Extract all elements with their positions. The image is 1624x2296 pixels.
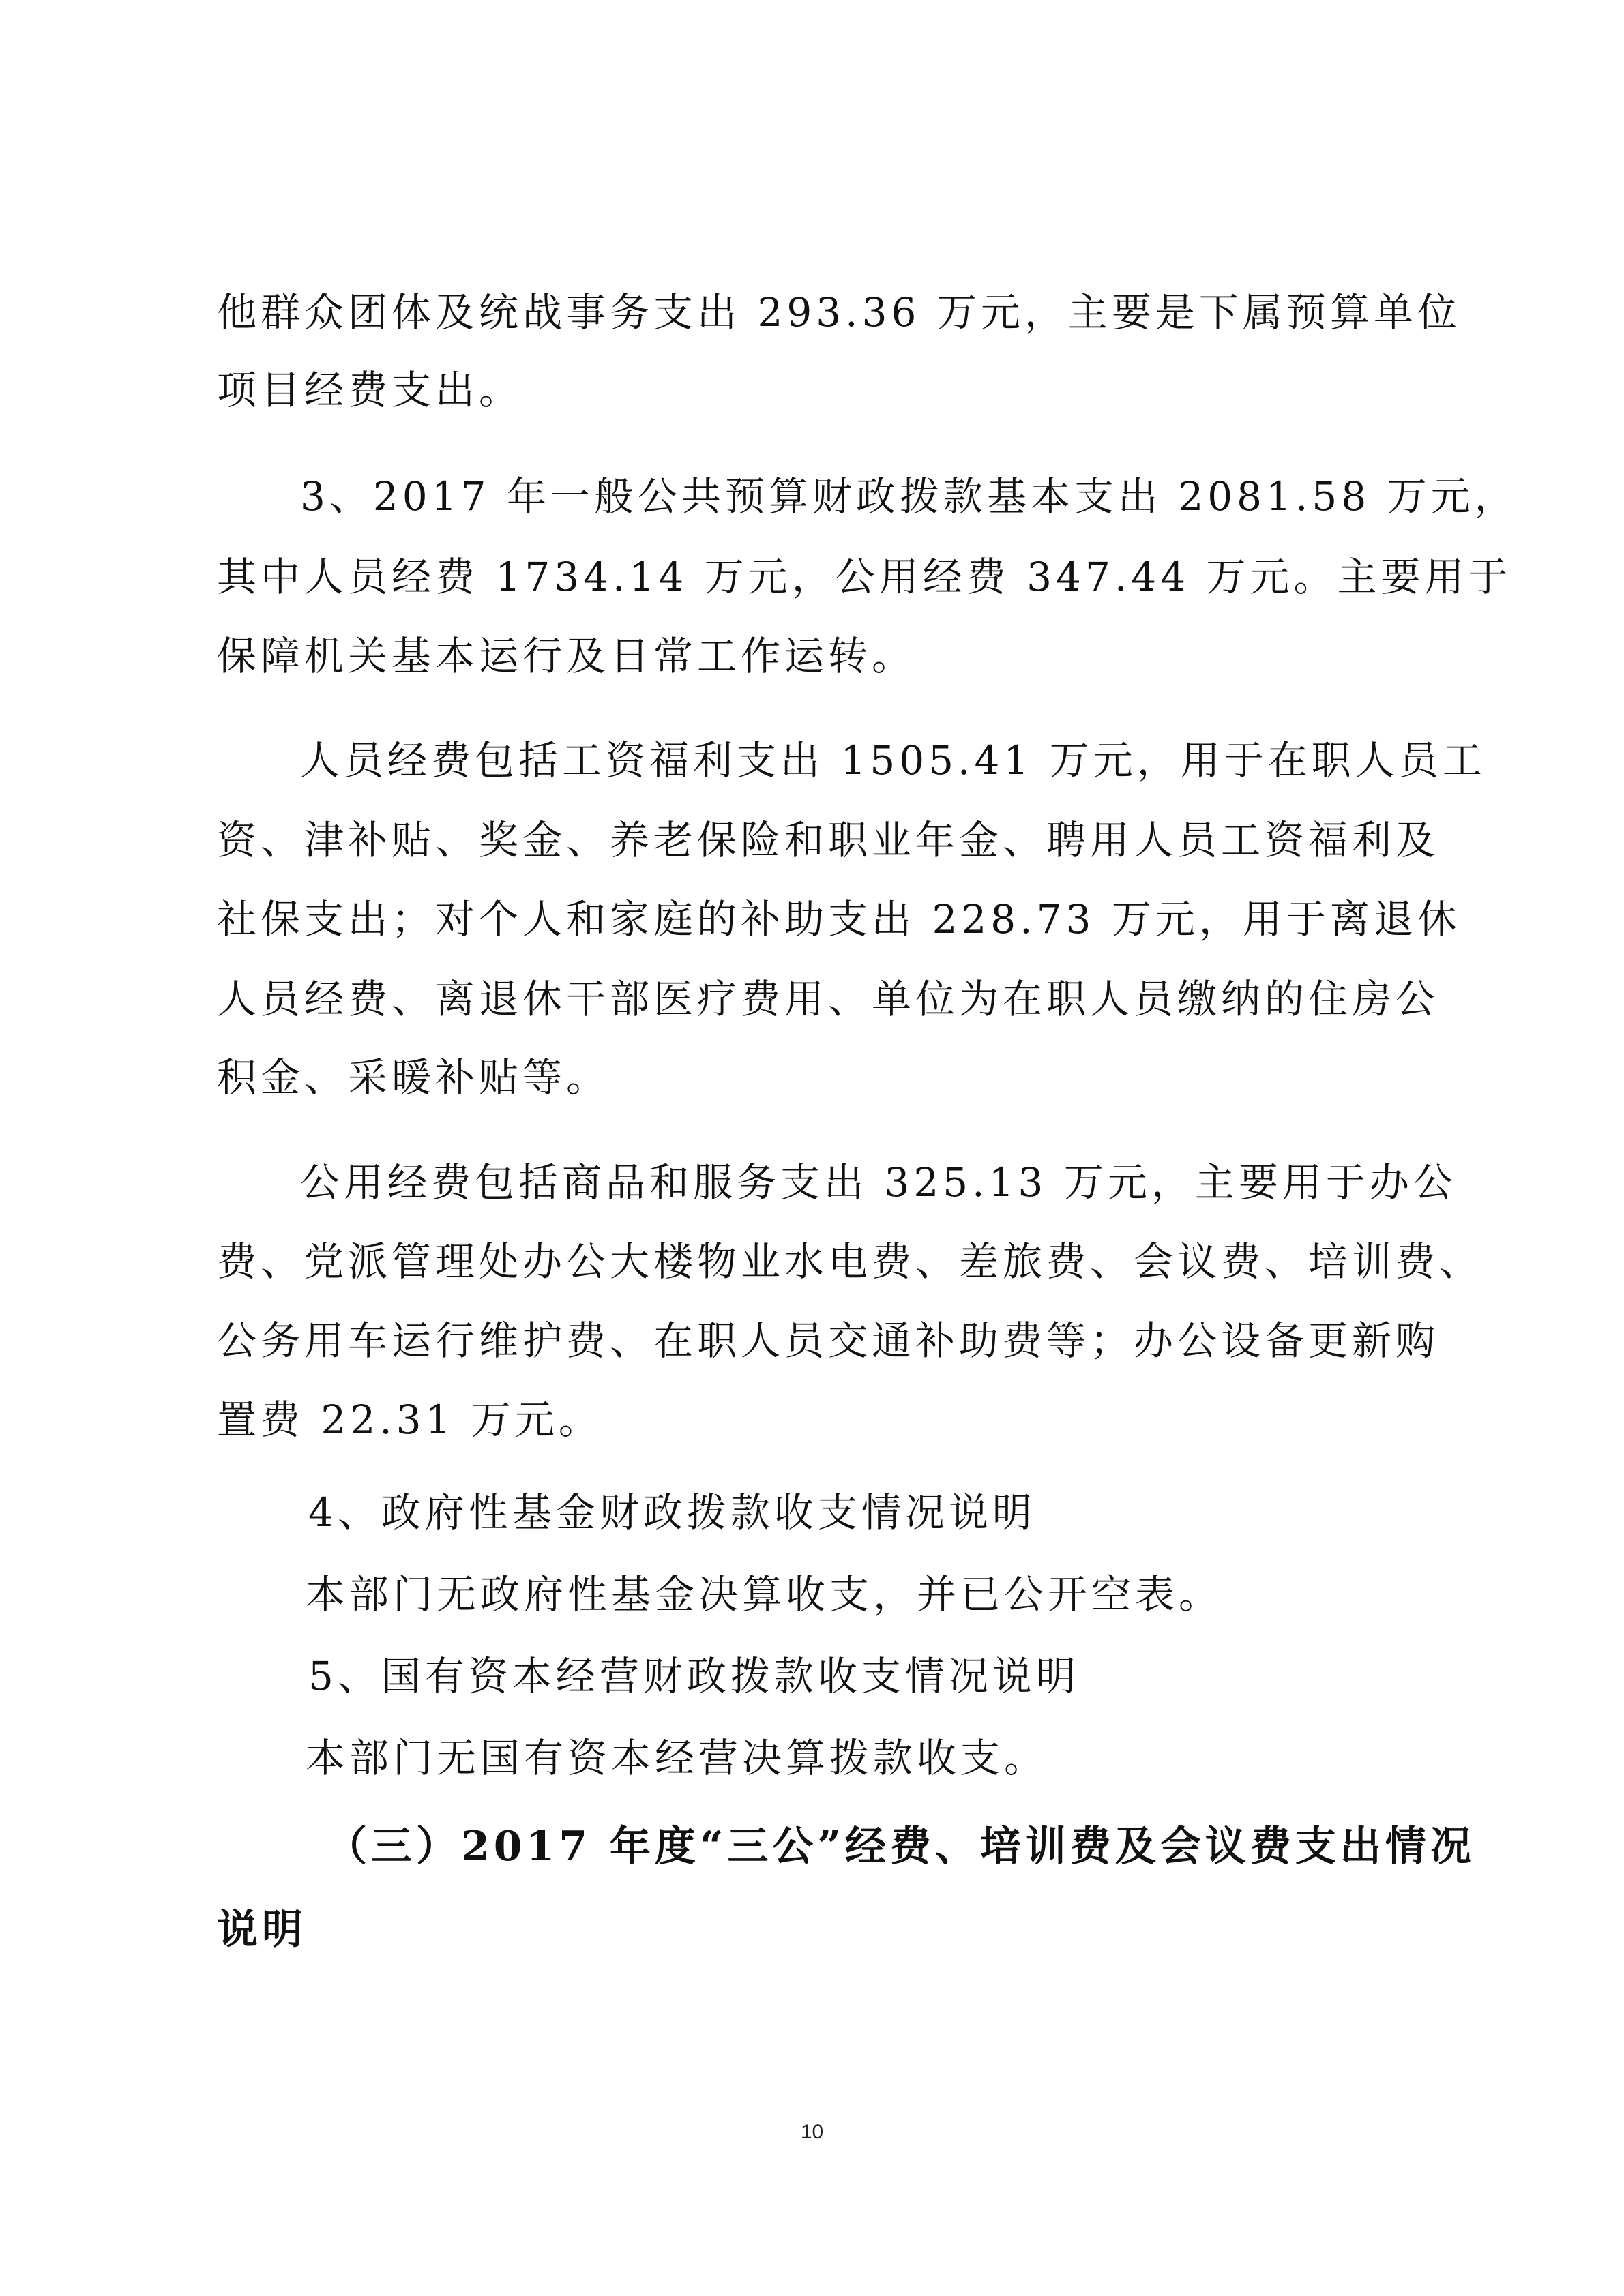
text-line: 公务用车运行维护费、在职人员交通补助费等；办公设备更新购 <box>217 1317 1440 1364</box>
text-line: 人员经费、离退休干部医疗费用、单位为在职人员缴纳的住房公 <box>217 976 1440 1022</box>
text-line: 积金、采暖补贴等。 <box>217 1054 610 1101</box>
text-line: 本部门无政府性基金决算收支，并已公开空表。 <box>306 1571 1223 1617</box>
text-line: 其中人员经费 1734.14 万元，公用经费 347.44 万元。主要用于 <box>217 554 1512 600</box>
text-line: 置费 22.31 万元。 <box>217 1397 602 1443</box>
section-heading: 5、国有资本经营财政拨款收支情况说明 <box>308 1653 1080 1699</box>
text-line: 资、津补贴、奖金、养老保险和职业年金、聘用人员工资福利及 <box>217 817 1440 863</box>
text-line: 保障机关基本运行及日常工作运转。 <box>217 633 916 679</box>
paragraph-start: 3、2017 年一般公共预算财政拨款基本支出 2081.58 万元， <box>300 473 1518 520</box>
paragraph-start: 公用经费包括商品和服务支出 325.13 万元，主要用于办公 <box>300 1159 1457 1206</box>
text-line: 社保支出；对个人和家庭的补助支出 228.73 万元，用于离退休 <box>217 896 1461 942</box>
text-line: 本部门无国有资本经营决算拨款收支。 <box>306 1735 1048 1781</box>
text-line: 他群众团体及统战事务支出 293.36 万元，主要是下属预算单位 <box>217 289 1461 336</box>
paragraph-start: 人员经费包括工资福利支出 1505.41 万元，用于在职人员工 <box>300 737 1486 784</box>
page-number: 10 <box>800 2121 824 2143</box>
text-line: 项目经费支出。 <box>217 367 523 413</box>
section-heading: 4、政府性基金财政拨款收支情况说明 <box>308 1489 1036 1536</box>
section-title: （三）2017 年度“三公”经费、培训费及会议费支出情况 <box>326 1823 1475 1870</box>
text-line: 费、党派管理处办公大楼物业水电费、差旅费、会议费、培训费、 <box>217 1238 1483 1285</box>
section-title-continued: 说明 <box>217 1906 307 1954</box>
